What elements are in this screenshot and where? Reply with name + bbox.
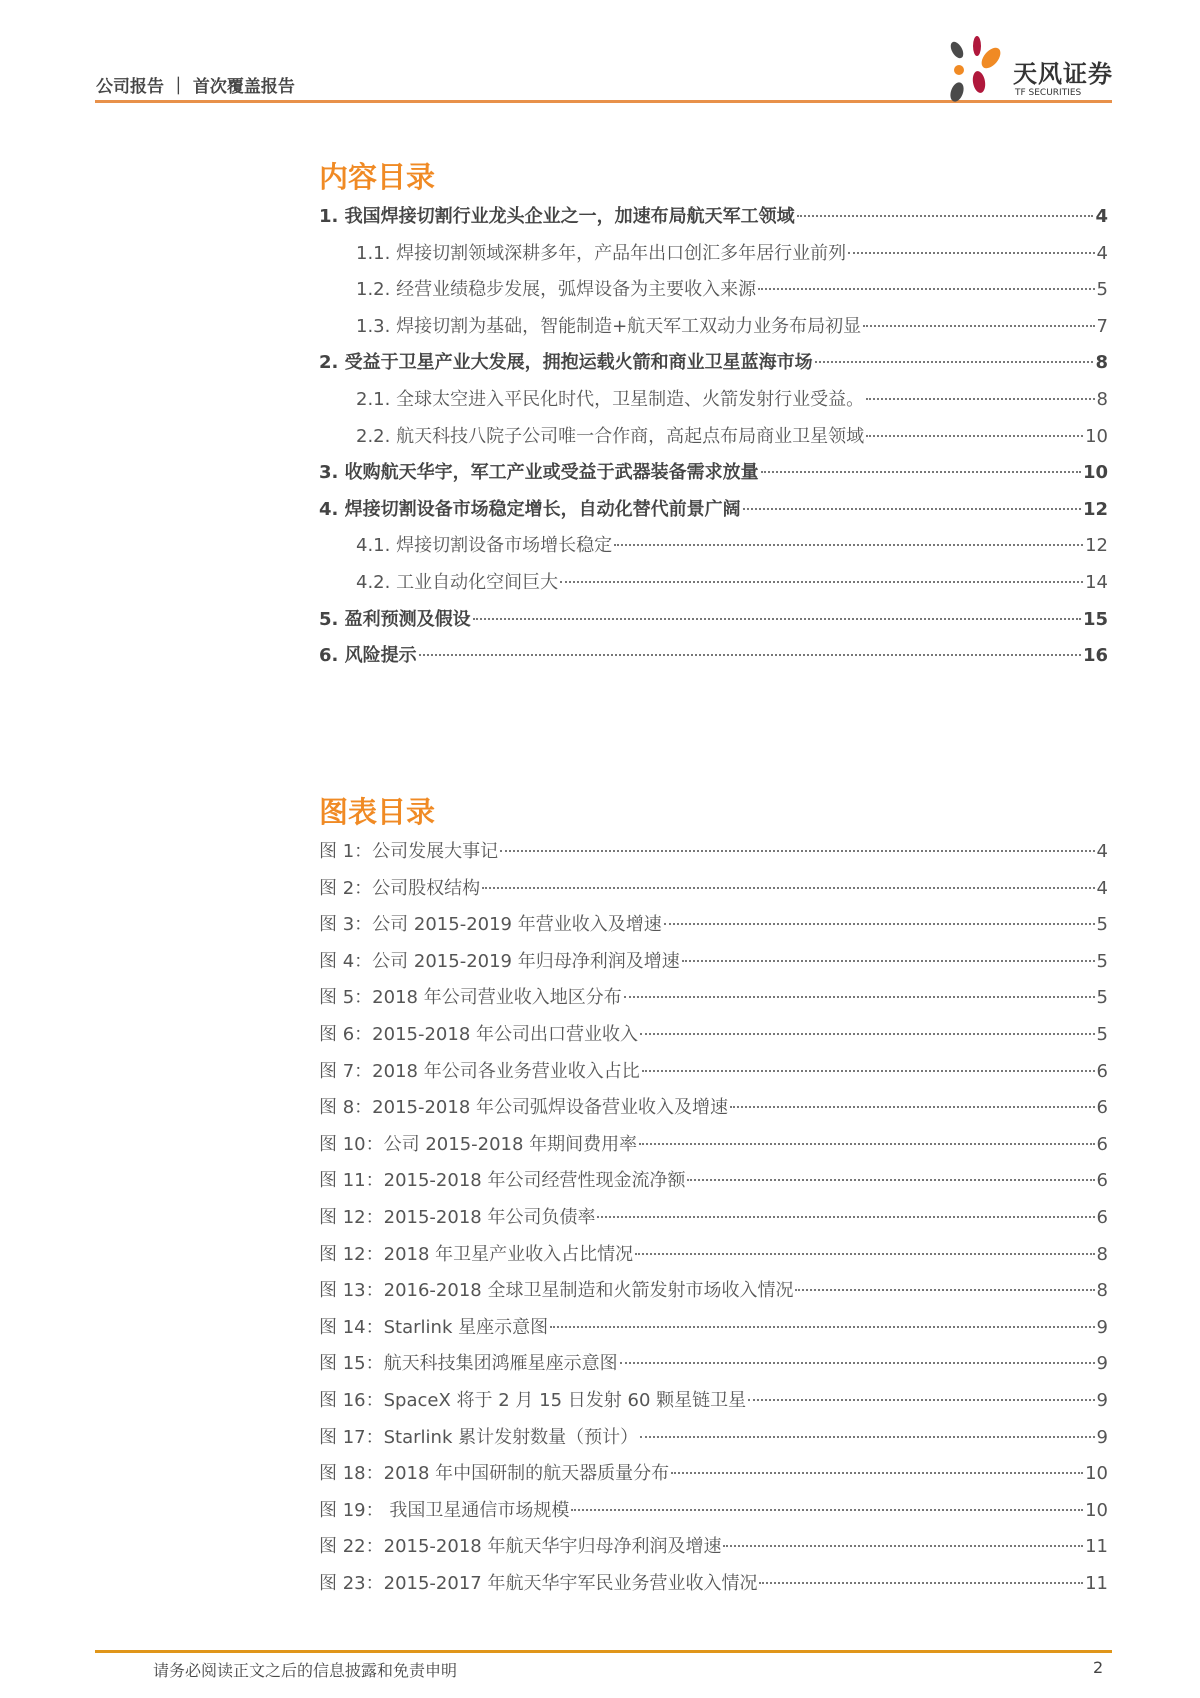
dot-leader	[848, 252, 1094, 254]
figure-entry[interactable]	[319, 1205, 1108, 1231]
entry-page: 9	[1096, 1353, 1108, 1375]
entry-page: 7	[1096, 315, 1108, 337]
entry-title: 图 2：公司股权结构	[319, 877, 481, 899]
figure-entry[interactable]	[319, 1278, 1108, 1304]
footer-divider	[95, 1650, 1112, 1653]
dot-leader	[620, 1362, 1095, 1364]
figure-entry[interactable]	[319, 876, 1108, 902]
figure-entry[interactable]	[319, 1498, 1108, 1524]
dot-leader	[795, 1289, 1094, 1291]
dot-leader	[642, 1070, 1095, 1072]
entry-title: 图 3：公司 2015-2019 年营业收入及增速	[319, 914, 662, 936]
figure-entry[interactable]	[319, 912, 1108, 938]
logo-petals-icon	[945, 36, 1011, 106]
toc-entry[interactable]	[356, 241, 1108, 267]
dot-leader	[761, 471, 1081, 473]
dot-leader	[550, 1326, 1094, 1328]
entry-page: 9	[1096, 1316, 1108, 1338]
entry-title: 图 11：2015-2018 年公司经营性现金流净额	[319, 1170, 686, 1192]
figure-entry[interactable]	[319, 949, 1108, 975]
entry-title: 2.2. 航天科技八院子公司唯一合作商，高起点布局商业卫星领域	[356, 425, 865, 447]
toc-entry[interactable]	[356, 424, 1108, 450]
entry-title: 图 23：2015-2017 年航天华宇军民业务营业收入情况	[319, 1573, 758, 1594]
entry-title: 5. 盈利预测及假设	[319, 608, 471, 630]
figure-entry[interactable]	[319, 1461, 1108, 1487]
figures-title: 图表目录	[319, 795, 436, 829]
entry-title: 图 12：2018 年卫星产业收入占比情况	[319, 1243, 634, 1265]
entry-title: 4. 焊接切割设备市场稳定增长，自动化替代前景广阔	[319, 498, 741, 520]
dot-leader	[624, 996, 1095, 998]
dot-leader	[723, 1545, 1083, 1547]
toc-entry[interactable]	[356, 277, 1108, 303]
entry-page: 10	[1082, 462, 1108, 484]
entry-title: 4.2. 工业自动化空间巨大	[356, 572, 559, 593]
dot-leader	[635, 1253, 1094, 1255]
dot-leader	[730, 1106, 1095, 1108]
dot-leader	[743, 508, 1081, 510]
entry-title: 图 16：SpaceX 将于 2 月 15 日发射 60 颗星链卫星	[319, 1390, 747, 1411]
figure-entry[interactable]	[319, 1242, 1108, 1268]
toc-entry[interactable]	[319, 607, 1108, 633]
entry-page: 11	[1085, 1536, 1108, 1558]
dot-leader	[664, 923, 1095, 925]
entry-title: 图 15：航天科技集团鸿雁星座示意图	[319, 1353, 618, 1375]
entry-page: 8	[1096, 1280, 1108, 1302]
entry-title: 1. 我国焊接切割行业龙头企业之一，加速布局航天军工领域	[319, 206, 795, 227]
figure-entry[interactable]	[319, 1425, 1108, 1451]
toc-entry[interactable]	[319, 497, 1108, 523]
entry-page: 5	[1096, 987, 1108, 1009]
dot-leader	[815, 361, 1094, 363]
entry-page: 10	[1085, 1499, 1108, 1521]
report-type-label: 公司报告 ｜ 首次覆盖报告	[96, 77, 295, 97]
entry-page: 6	[1096, 1097, 1108, 1119]
dot-leader	[866, 435, 1083, 437]
dot-leader	[758, 288, 1094, 290]
entry-page: 10	[1085, 1463, 1108, 1485]
toc-entry[interactable]	[356, 570, 1108, 596]
dot-leader	[482, 887, 1094, 889]
entry-page: 5	[1096, 279, 1108, 301]
figure-entry[interactable]	[319, 1168, 1108, 1194]
figure-entry[interactable]	[319, 1059, 1108, 1085]
entry-page: 14	[1085, 572, 1108, 593]
entry-title: 图 5：2018 年公司营业收入地区分布	[319, 987, 622, 1009]
entry-title: 图 17：Starlink 累计发射数量（预计）	[319, 1426, 639, 1448]
page-number: 2	[1093, 1658, 1104, 1677]
entry-page: 8	[1096, 1243, 1108, 1265]
dot-leader	[687, 1179, 1094, 1181]
entry-title: 图 10：公司 2015-2018 年期间费用率	[319, 1133, 638, 1155]
dot-leader	[473, 618, 1081, 620]
entry-title: 6. 风险提示	[319, 645, 417, 667]
dot-leader	[671, 1472, 1083, 1474]
entry-page: 10	[1085, 425, 1108, 447]
dot-leader	[866, 398, 1094, 400]
entry-page: 12	[1085, 535, 1108, 557]
dot-leader	[614, 544, 1083, 546]
entry-title: 图 22：2015-2018 年航天华宇归母净利润及增速	[319, 1536, 722, 1558]
dot-leader	[759, 1582, 1083, 1584]
tf-securities-logo	[945, 36, 1115, 106]
entry-title: 图 12：2015-2018 年公司负债率	[319, 1207, 596, 1228]
entry-page: 6	[1096, 1060, 1108, 1082]
dot-leader	[748, 1399, 1094, 1401]
figure-entry[interactable]	[319, 1388, 1108, 1414]
toc-entry[interactable]	[319, 350, 1108, 376]
entry-title: 图 19： 我国卫星通信市场规模	[319, 1499, 570, 1521]
entry-page: 15	[1082, 608, 1108, 630]
entry-page: 6	[1096, 1207, 1108, 1228]
entry-page: 5	[1096, 1024, 1108, 1045]
dot-leader	[560, 581, 1083, 583]
figure-entry[interactable]	[319, 1351, 1108, 1377]
entry-page: 16	[1082, 645, 1108, 667]
entry-title: 图 4：公司 2015-2019 年归母净利润及增速	[319, 950, 680, 972]
entry-page: 12	[1082, 498, 1108, 520]
figure-entry[interactable]	[319, 1022, 1108, 1048]
figure-entry[interactable]	[319, 839, 1108, 865]
dot-leader	[640, 1436, 1094, 1438]
entry-title: 图 1：公司发展大事记	[319, 841, 499, 862]
figure-entry[interactable]	[319, 1095, 1108, 1121]
entry-page: 4	[1096, 242, 1108, 264]
dot-leader	[863, 325, 1094, 327]
entry-page: 5	[1096, 950, 1108, 972]
toc-entry[interactable]	[356, 533, 1108, 559]
dot-leader	[797, 215, 1094, 217]
entry-title: 3. 收购航天华宇，军工产业或受益于武器装备需求放量	[319, 462, 759, 484]
dot-leader	[419, 654, 1081, 656]
entry-page: 8	[1095, 352, 1108, 374]
toc-title: 内容目录	[319, 160, 436, 194]
entry-title: 1.3. 焊接切割为基础，智能制造+航天军工双动力业务布局初显	[356, 315, 862, 337]
toc-entry[interactable]	[356, 314, 1108, 340]
toc-entry[interactable]	[319, 204, 1108, 230]
entry-page: 6	[1096, 1133, 1108, 1155]
toc-entry[interactable]	[319, 643, 1108, 669]
entry-title: 2. 受益于卫星产业大发展，拥抱运载火箭和商业卫星蓝海市场	[319, 352, 813, 374]
entry-page: 8	[1096, 389, 1108, 410]
disclaimer-text: 请务必阅读正文之后的信息披露和免责申明	[153, 1661, 458, 1680]
dot-leader	[597, 1216, 1094, 1218]
entry-title: 2.1. 全球太空进入平民化时代，卫星制造、火箭发射行业受益。	[356, 389, 865, 410]
figure-entry[interactable]	[319, 985, 1108, 1011]
entry-page: 9	[1096, 1426, 1108, 1448]
entry-page: 11	[1085, 1573, 1108, 1594]
entry-title: 图 13：2016-2018 全球卫星制造和火箭发射市场收入情况	[319, 1280, 794, 1302]
entry-title: 1.2. 经营业绩稳步发展，弧焊设备为主要收入来源	[356, 279, 757, 301]
figure-entry[interactable]	[319, 1534, 1108, 1560]
entry-page: 9	[1096, 1390, 1108, 1411]
entry-title: 图 8：2015-2018 年公司弧焊设备营业收入及增速	[319, 1097, 729, 1119]
logo-text-en: TF SECURITIES	[1015, 88, 1082, 98]
figure-entry[interactable]	[319, 1132, 1108, 1158]
dot-leader	[682, 960, 1095, 962]
dot-leader	[571, 1509, 1083, 1511]
entry-page: 4	[1095, 206, 1108, 227]
entry-title: 图 6：2015-2018 年公司出口营业收入	[319, 1024, 639, 1045]
dot-leader	[500, 850, 1094, 852]
figure-entry[interactable]	[319, 1315, 1108, 1341]
toc-entry[interactable]	[356, 387, 1108, 413]
entry-title: 1.1. 焊接切割领域深耕多年，产品年出口创汇多年居行业前列	[356, 242, 847, 264]
figure-entry[interactable]	[319, 1571, 1108, 1597]
entry-page: 4	[1096, 841, 1108, 862]
entry-title: 图 18：2018 年中国研制的航天器质量分布	[319, 1463, 670, 1485]
entry-page: 5	[1096, 914, 1108, 936]
entry-title: 图 7：2018 年公司各业务营业收入占比	[319, 1060, 640, 1082]
dot-leader	[640, 1033, 1095, 1035]
dot-leader	[639, 1143, 1094, 1145]
logo-text-cn: 天风证券	[1013, 60, 1113, 88]
toc-entry[interactable]	[319, 460, 1108, 486]
entry-title: 4.1. 焊接切割设备市场增长稳定	[356, 535, 613, 557]
entry-page: 6	[1096, 1170, 1108, 1192]
entry-page: 4	[1096, 877, 1108, 899]
entry-title: 图 14：Starlink 星座示意图	[319, 1316, 549, 1338]
